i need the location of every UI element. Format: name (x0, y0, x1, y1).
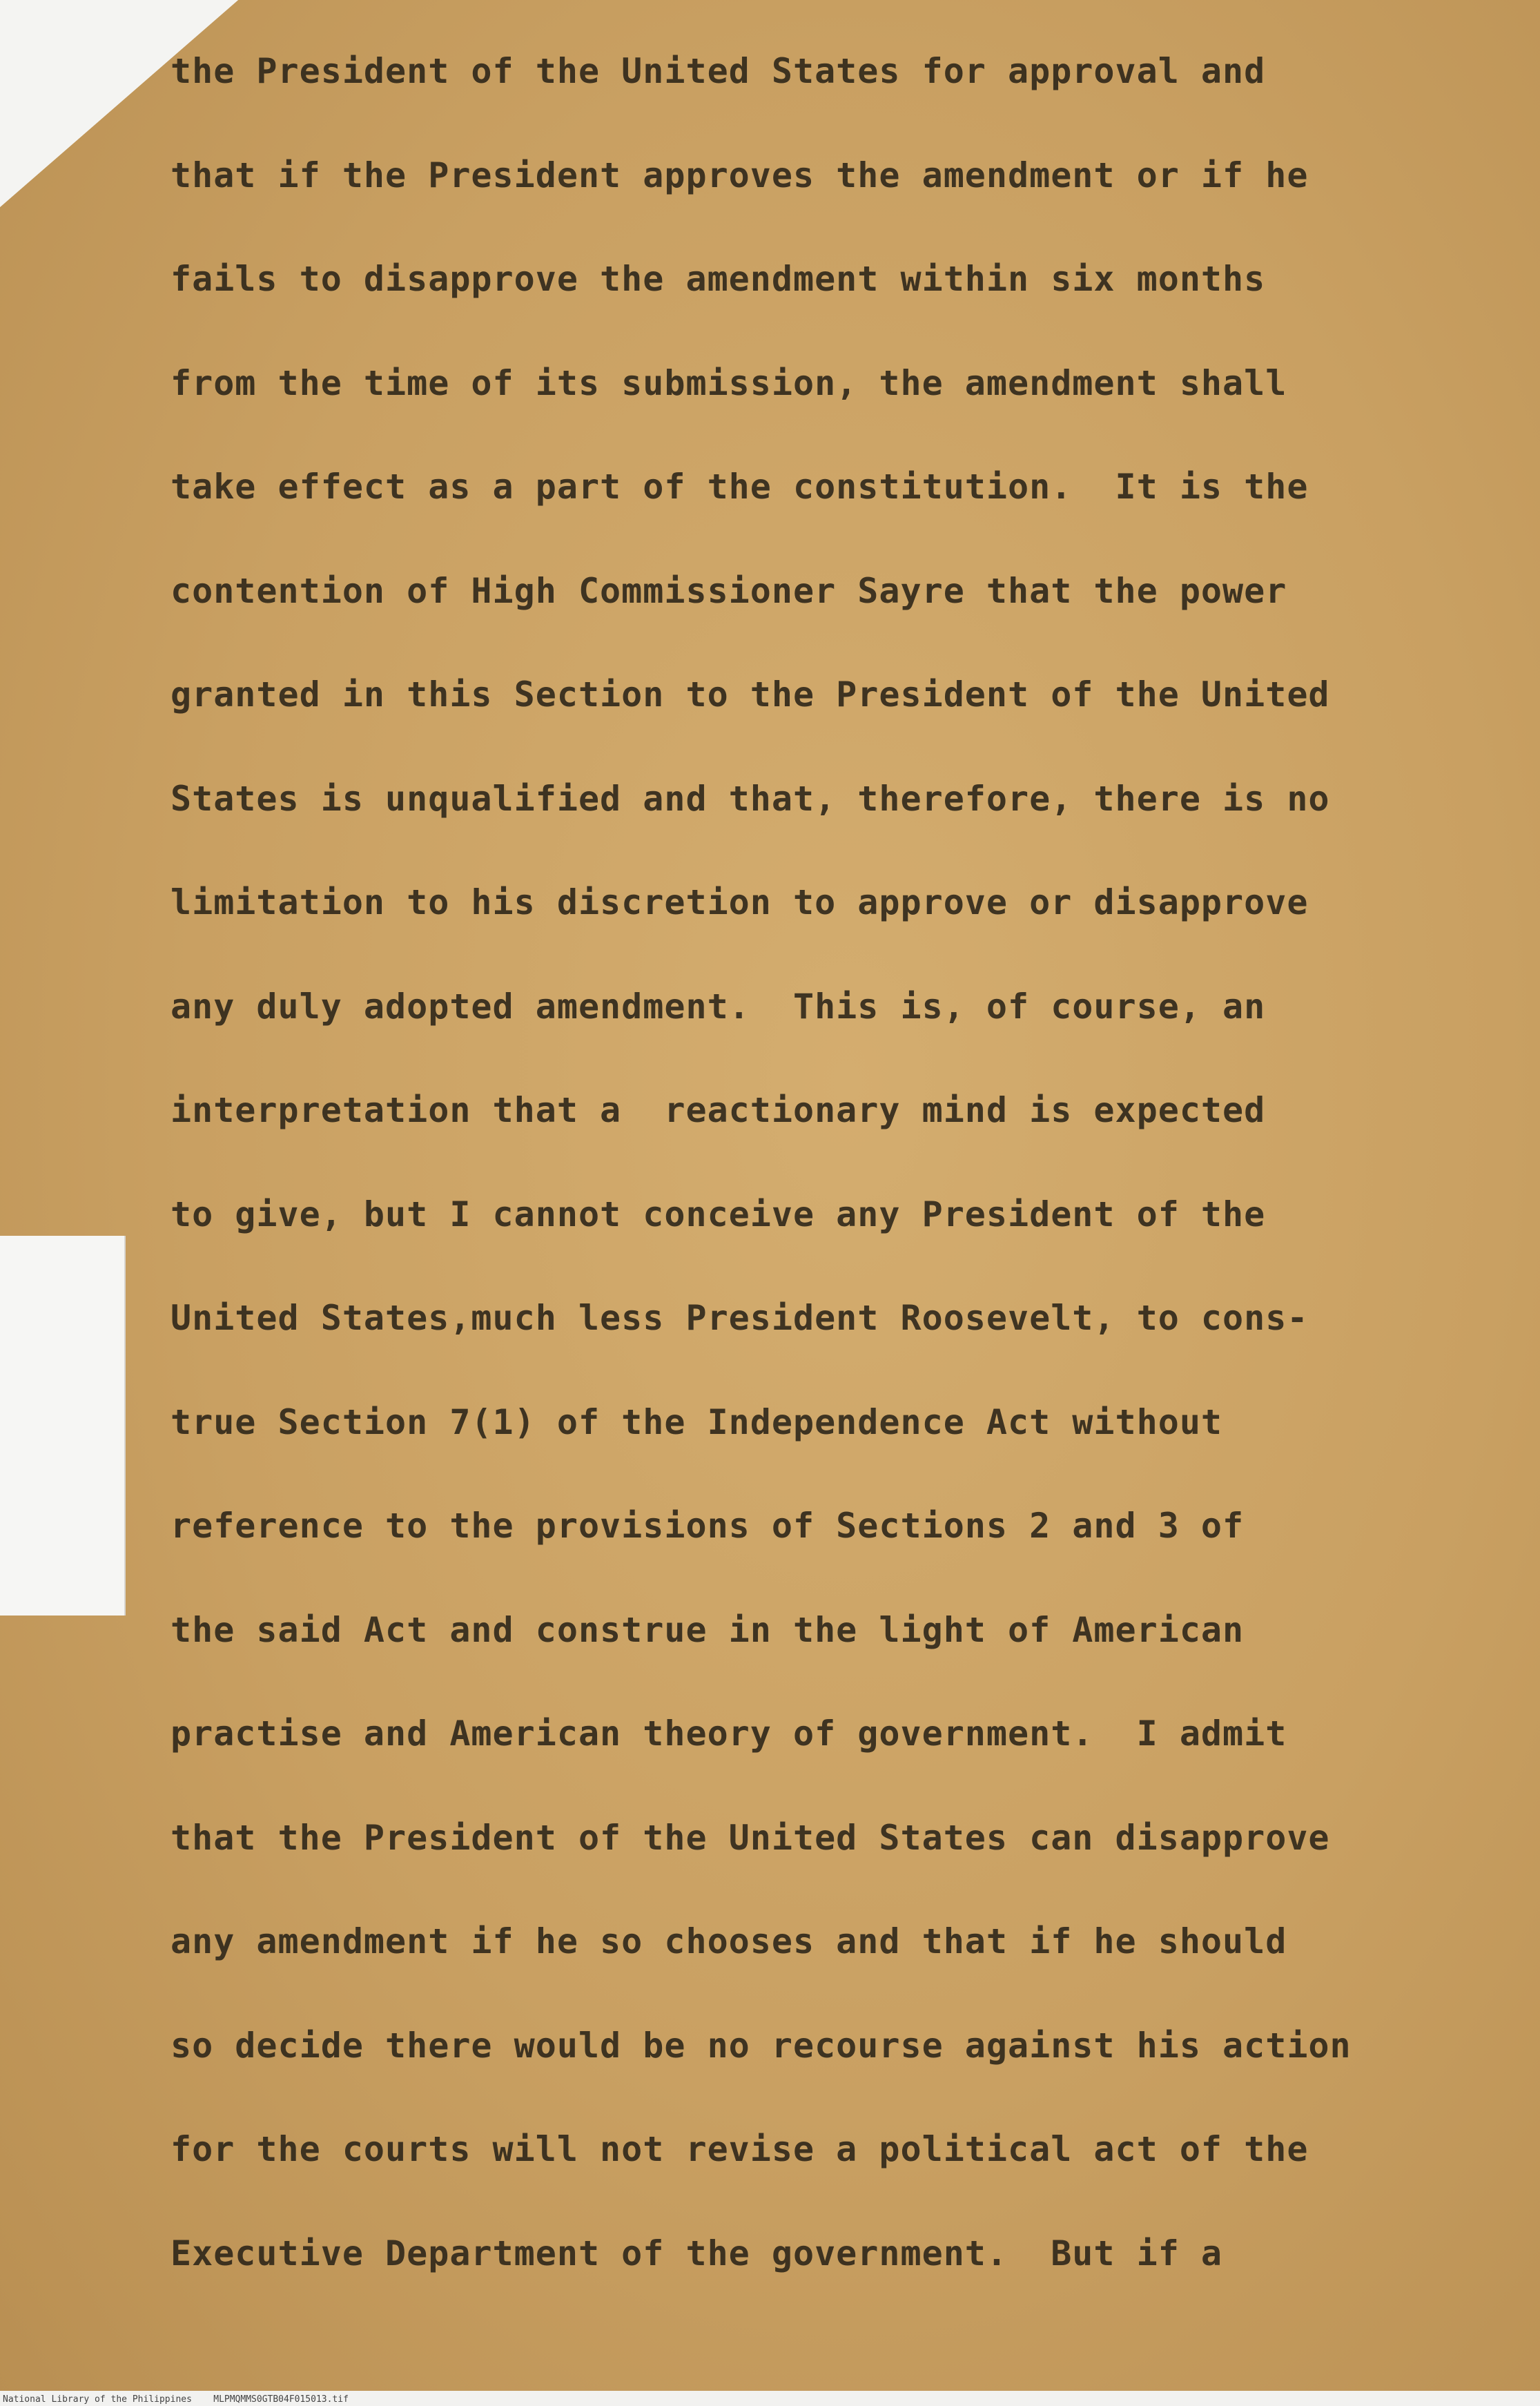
text-line: that the President of the United States can disapprove (170, 1817, 1330, 1858)
text-line: the said Act and construe in the light of American (170, 1609, 1245, 1650)
text-line: so decide there would be no recourse against his action (170, 2025, 1352, 2066)
text-line: States is unqualified and that, therefore, there is no (170, 778, 1330, 819)
paper-patch (0, 1236, 126, 1616)
text-line: United States,much less President Roosevelt, to cons- (170, 1298, 1309, 1338)
text-line: to give, but I cannot conceive any President of the (170, 1194, 1266, 1234)
text-line: interpretation that a reactionary mind is expected (170, 1090, 1266, 1130)
text-line: true Section 7(1) of the Independence Act without (170, 1401, 1223, 1442)
footer-filename: MLPMQMMS0GTB04F015013.tif (213, 2394, 349, 2405)
text-line: from the time of its submission, the amendment shall (170, 362, 1287, 403)
text-line: fails to disapprove the amendment within six months (170, 259, 1266, 299)
footer-source: National Library of the Philippines (3, 2394, 192, 2405)
text-line: any amendment if he so chooses and that if he should (170, 1921, 1287, 1961)
text-line: take effect as a part of the constitution. It is the (170, 467, 1309, 507)
text-line: Executive Department of the government. But if a (170, 2233, 1223, 2273)
archive-footer (3, 2394, 349, 2405)
text-line: reference to the provisions of Sections 2 and 3 of (170, 1506, 1245, 1546)
text-line: practise and American theory of government. I admit (170, 1714, 1287, 1754)
text-line: the President of the United States for approval and (170, 51, 1266, 91)
text-line: contention of High Commissioner Sayre that the power (170, 570, 1287, 611)
typewritten-text (170, 40, 1413, 2326)
text-line: granted in this Section to the President of the United (170, 675, 1330, 715)
text-line: any duly adopted amendment. This is, of course, an (170, 986, 1266, 1027)
text-line: limitation to his discretion to approve or disapprove (170, 882, 1309, 922)
text-line: that if the President approves the amendment or if he (170, 155, 1309, 195)
text-line: for the courts will not revise a political act of the (170, 2129, 1309, 2169)
